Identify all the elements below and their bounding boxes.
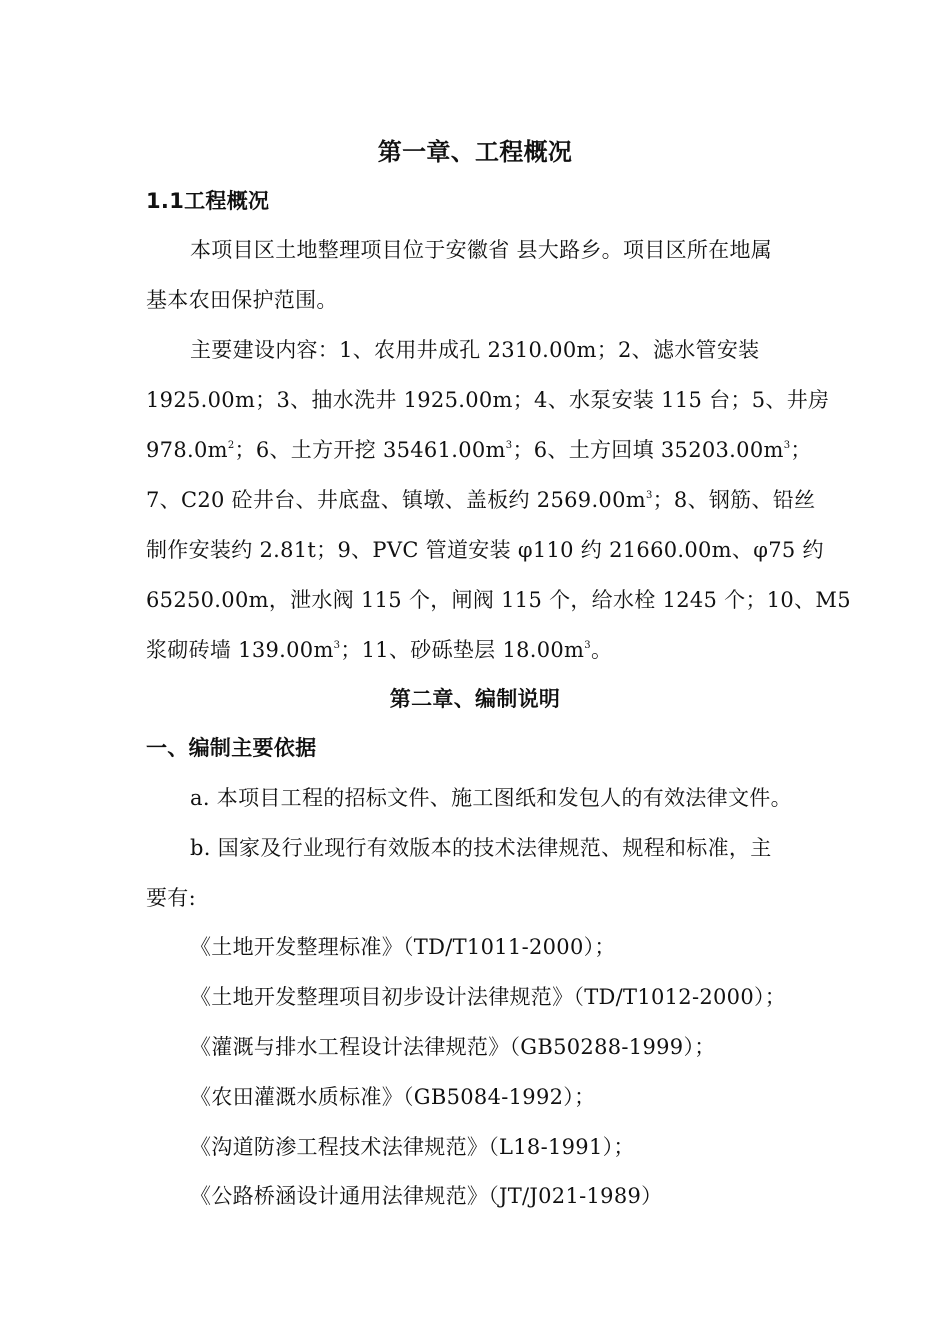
reference-item: 《土地开发整理项目初步设计法律规范》（TD/T1012-2000）； (190, 985, 787, 1009)
construction-content-line-4: 7、C20 砼井台、井底盘、镇墩、盖板约 $2569.00m^3$；8、钢筋、铅丝 (146, 488, 816, 512)
reference-item: 《沟道防渗工程技术法律规范》（L18-1991）； (190, 1135, 635, 1159)
section-1-1-title: 1.1工程概况 (146, 189, 270, 213)
section-basis-title: 一、编制主要依据 (146, 736, 317, 760)
basis-item-b-line-2: 要有: (146, 886, 196, 910)
reference-item: 《土地开发整理标准》（TD/T1011-2000）； (190, 935, 616, 959)
construction-content-line-7: 浆砌砖墙 $139.00m^3$；11、砂砾垫层 $18.00m^3$。 (146, 638, 613, 662)
reference-item: 《灌溉与排水工程设计法律规范》（GB50288-1999）； (190, 1035, 716, 1059)
construction-content-line-2: 1925.00m；3、抽水洗井 1925.00m；4、水泵安装 115 台；5、井房 (146, 388, 830, 412)
construction-content-line-5: 制作安装约 2.81t；9、PVC 管道安装 φ110 约 21660.00m、φ75 约 (146, 538, 824, 562)
construction-content-line-1: 主要建设内容：1、农用井成孔 2310.00m；2、滤水管安装 (190, 338, 760, 362)
chapter-1-title: 第一章、工程概况 (377, 138, 573, 166)
paragraph-location-line-2: 基本农田保护范围。 (146, 288, 338, 312)
construction-content-line-3: $978.0m^2$；6、土方开挖 $35461.00m^3$；6、土方回填 $35203.00m^3$； (146, 438, 812, 462)
reference-item: 《公路桥涵设计通用法律规范》（JT/J021-1989） (190, 1184, 663, 1208)
construction-content-line-6: 65250.00m，泄水阀 115 个，闸阀 115 个，给水栓 1245 个；10、M5 (146, 588, 851, 612)
paragraph-location-line-1: 本项目区土地整理项目位于安徽省 县大路乡。项目区所在地属 (190, 238, 773, 262)
reference-item: 《农田灌溉水质标准》（GB5084-1992）； (190, 1085, 596, 1109)
basis-item-a: a. 本项目工程的招标文件、施工图纸和发包人的有效法律文件。 (190, 786, 792, 810)
chapter-2-title: 第二章、编制说明 (389, 687, 561, 711)
basis-item-b-line-1: b. 国家及行业现行有效版本的技术法律规范、规程和标准，主 (190, 836, 772, 860)
